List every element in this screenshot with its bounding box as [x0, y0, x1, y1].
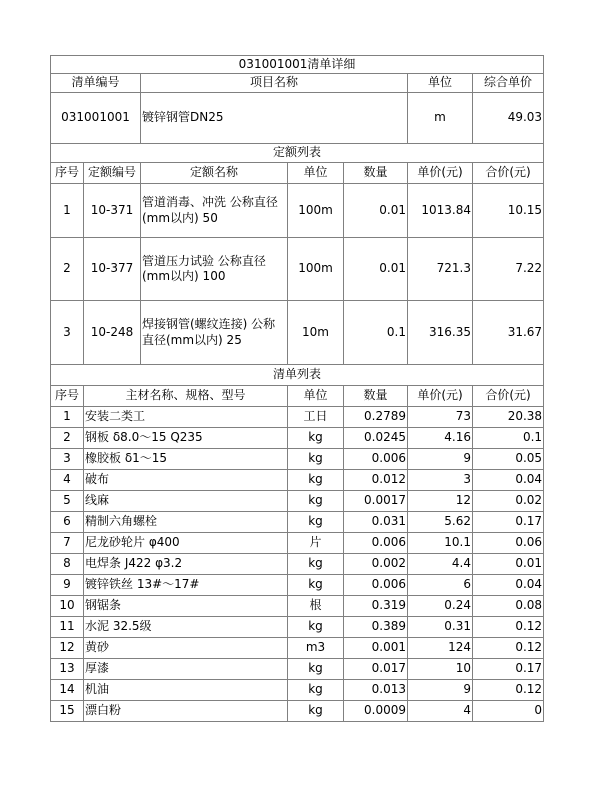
- material-unit-price-cell: 9: [408, 449, 473, 470]
- material-total-price-cell: 0.17: [473, 659, 544, 680]
- material-unit-price-cell: 9: [408, 680, 473, 701]
- quota-code-cell: 10-248: [84, 301, 141, 365]
- material-name-cell: 电焊条 J422 φ3.2: [84, 554, 288, 575]
- material-unit-price-cell: 3: [408, 470, 473, 491]
- quota-row: [51, 238, 544, 301]
- material-total-price-cell: 0.12: [473, 617, 544, 638]
- quota-header-code: 定额编号: [84, 163, 141, 184]
- material-unit-price-cell: 124: [408, 638, 473, 659]
- material-row: [51, 491, 544, 512]
- quota-seq-cell: 3: [51, 301, 84, 365]
- material-seq-cell: 7: [51, 533, 84, 554]
- material-seq-cell: 12: [51, 638, 84, 659]
- material-name-cell: 镀锌铁丝 13#～17#: [84, 575, 288, 596]
- material-unit-price-cell: 10: [408, 659, 473, 680]
- material-row: [51, 407, 544, 428]
- material-name-cell: 钢锯条: [84, 596, 288, 617]
- materials-section-title: 清单列表: [51, 365, 544, 386]
- material-row: [51, 554, 544, 575]
- material-total-price-cell: 0.05: [473, 449, 544, 470]
- material-unit-cell: kg: [288, 617, 344, 638]
- quota-header-seq: 序号: [51, 163, 84, 184]
- material-unit-cell: kg: [288, 575, 344, 596]
- material-unit-price-cell: 12: [408, 491, 473, 512]
- summary-header-name: 项目名称: [141, 74, 408, 93]
- material-name-cell: 机油: [84, 680, 288, 701]
- material-seq-cell: 2: [51, 428, 84, 449]
- material-qty-cell: 0.013: [344, 680, 408, 701]
- material-seq-cell: 4: [51, 470, 84, 491]
- material-unit-cell: 根: [288, 596, 344, 617]
- summary-data-row: [51, 93, 544, 144]
- material-seq-cell: 1: [51, 407, 84, 428]
- summary-header-row: [51, 74, 544, 93]
- material-unit-price-cell: 73: [408, 407, 473, 428]
- quota-total-price-cell: 31.67: [473, 301, 544, 365]
- material-row: [51, 470, 544, 491]
- material-unit-cell: kg: [288, 512, 344, 533]
- page-title: 031001001清单详细: [51, 56, 544, 74]
- quota-header-unit-price: 单价(元): [408, 163, 473, 184]
- material-total-price-cell: 0: [473, 701, 544, 722]
- material-seq-cell: 13: [51, 659, 84, 680]
- table-title-row: [51, 56, 544, 74]
- material-seq-cell: 11: [51, 617, 84, 638]
- material-total-price-cell: 0.08: [473, 596, 544, 617]
- material-name-cell: 安装二类工: [84, 407, 288, 428]
- material-unit-cell: kg: [288, 680, 344, 701]
- material-row: [51, 596, 544, 617]
- material-seq-cell: 10: [51, 596, 84, 617]
- material-row: [51, 659, 544, 680]
- material-qty-cell: 0.006: [344, 575, 408, 596]
- quota-row: [51, 301, 544, 365]
- quota-qty-cell: 0.1: [344, 301, 408, 365]
- material-qty-cell: 0.012: [344, 470, 408, 491]
- materials-header-total-price: 合价(元): [473, 386, 544, 407]
- material-total-price-cell: 20.38: [473, 407, 544, 428]
- material-unit-price-cell: 4.4: [408, 554, 473, 575]
- material-name-cell: 水泥 32.5级: [84, 617, 288, 638]
- summary-header-unit: 单位: [408, 74, 473, 93]
- material-unit-cell: kg: [288, 659, 344, 680]
- material-total-price-cell: 0.06: [473, 533, 544, 554]
- quota-unit-cell: 100m: [288, 184, 344, 238]
- materials-header-name: 主材名称、规格、型号: [84, 386, 288, 407]
- material-qty-cell: 0.006: [344, 449, 408, 470]
- material-name-cell: 黄砂: [84, 638, 288, 659]
- quota-header-qty: 数量: [344, 163, 408, 184]
- quota-detail-table: [50, 55, 544, 722]
- material-qty-cell: 0.389: [344, 617, 408, 638]
- material-seq-cell: 3: [51, 449, 84, 470]
- summary-price-cell: 49.03: [473, 93, 544, 144]
- material-row: [51, 638, 544, 659]
- material-unit-price-cell: 10.1: [408, 533, 473, 554]
- quota-total-price-cell: 7.22: [473, 238, 544, 301]
- material-unit-price-cell: 0.24: [408, 596, 473, 617]
- material-name-cell: 线麻: [84, 491, 288, 512]
- quota-header-total-price: 合价(元): [473, 163, 544, 184]
- quota-seq-cell: 1: [51, 184, 84, 238]
- materials-header-row: [51, 386, 544, 407]
- material-unit-price-cell: 4.16: [408, 428, 473, 449]
- material-row: [51, 428, 544, 449]
- material-total-price-cell: 0.17: [473, 512, 544, 533]
- material-unit-cell: kg: [288, 428, 344, 449]
- material-name-cell: 钢板 δ8.0～15 Q235: [84, 428, 288, 449]
- material-qty-cell: 0.001: [344, 638, 408, 659]
- material-seq-cell: 15: [51, 701, 84, 722]
- material-seq-cell: 5: [51, 491, 84, 512]
- quota-name-cell: 管道压力试验 公称直径(mm以内) 100: [141, 238, 288, 301]
- material-qty-cell: 0.0017: [344, 491, 408, 512]
- material-total-price-cell: 0.01: [473, 554, 544, 575]
- material-unit-cell: 片: [288, 533, 344, 554]
- material-row: [51, 512, 544, 533]
- material-unit-price-cell: 5.62: [408, 512, 473, 533]
- material-row: [51, 617, 544, 638]
- quota-unit-cell: 10m: [288, 301, 344, 365]
- material-seq-cell: 6: [51, 512, 84, 533]
- material-seq-cell: 9: [51, 575, 84, 596]
- quota-qty-cell: 0.01: [344, 184, 408, 238]
- material-qty-cell: 0.031: [344, 512, 408, 533]
- material-qty-cell: 0.002: [344, 554, 408, 575]
- material-name-cell: 尼龙砂轮片 φ400: [84, 533, 288, 554]
- material-unit-cell: 工日: [288, 407, 344, 428]
- material-total-price-cell: 0.04: [473, 470, 544, 491]
- material-total-price-cell: 0.1: [473, 428, 544, 449]
- quota-unit-price-cell: 721.3: [408, 238, 473, 301]
- material-qty-cell: 0.2789: [344, 407, 408, 428]
- quota-header-unit: 单位: [288, 163, 344, 184]
- quota-name-cell: 管道消毒、冲洗 公称直径(mm以内) 50: [141, 184, 288, 238]
- material-row: [51, 680, 544, 701]
- material-name-cell: 漂白粉: [84, 701, 288, 722]
- materials-header-seq: 序号: [51, 386, 84, 407]
- summary-unit-cell: m: [408, 93, 473, 144]
- material-name-cell: 橡胶板 δ1～15: [84, 449, 288, 470]
- quota-row: [51, 184, 544, 238]
- material-row: [51, 701, 544, 722]
- material-unit-price-cell: 0.31: [408, 617, 473, 638]
- quota-code-cell: 10-377: [84, 238, 141, 301]
- material-total-price-cell: 0.12: [473, 638, 544, 659]
- material-total-price-cell: 0.04: [473, 575, 544, 596]
- material-row: [51, 575, 544, 596]
- quota-code-cell: 10-371: [84, 184, 141, 238]
- material-unit-cell: kg: [288, 449, 344, 470]
- material-unit-cell: kg: [288, 491, 344, 512]
- quota-seq-cell: 2: [51, 238, 84, 301]
- material-qty-cell: 0.006: [344, 533, 408, 554]
- material-name-cell: 破布: [84, 470, 288, 491]
- quota-header-name: 定额名称: [141, 163, 288, 184]
- quota-qty-cell: 0.01: [344, 238, 408, 301]
- material-qty-cell: 0.017: [344, 659, 408, 680]
- materials-section-title-row: [51, 365, 544, 386]
- material-seq-cell: 14: [51, 680, 84, 701]
- material-qty-cell: 0.0009: [344, 701, 408, 722]
- material-seq-cell: 8: [51, 554, 84, 575]
- material-total-price-cell: 0.12: [473, 680, 544, 701]
- material-unit-cell: m3: [288, 638, 344, 659]
- material-name-cell: 精制六角螺栓: [84, 512, 288, 533]
- material-unit-cell: kg: [288, 470, 344, 491]
- materials-header-unit-price: 单价(元): [408, 386, 473, 407]
- quota-unit-price-cell: 1013.84: [408, 184, 473, 238]
- material-row: [51, 449, 544, 470]
- material-unit-price-cell: 6: [408, 575, 473, 596]
- material-qty-cell: 0.0245: [344, 428, 408, 449]
- summary-name-cell: 镀锌钢管DN25: [141, 93, 408, 144]
- quota-header-row: [51, 163, 544, 184]
- material-unit-cell: kg: [288, 554, 344, 575]
- summary-header-price: 综合单价: [473, 74, 544, 93]
- material-qty-cell: 0.319: [344, 596, 408, 617]
- quota-name-cell: 焊接钢管(螺纹连接) 公称直径(mm以内) 25: [141, 301, 288, 365]
- material-total-price-cell: 0.02: [473, 491, 544, 512]
- quota-unit-price-cell: 316.35: [408, 301, 473, 365]
- quota-unit-cell: 100m: [288, 238, 344, 301]
- materials-header-unit: 单位: [288, 386, 344, 407]
- material-row: [51, 533, 544, 554]
- quota-total-price-cell: 10.15: [473, 184, 544, 238]
- material-unit-cell: kg: [288, 701, 344, 722]
- quota-section-title: 定额列表: [51, 144, 544, 163]
- quota-section-title-row: [51, 144, 544, 163]
- summary-header-code: 清单编号: [51, 74, 141, 93]
- material-unit-price-cell: 4: [408, 701, 473, 722]
- materials-header-qty: 数量: [344, 386, 408, 407]
- material-name-cell: 厚漆: [84, 659, 288, 680]
- summary-code-cell: 031001001: [51, 93, 141, 144]
